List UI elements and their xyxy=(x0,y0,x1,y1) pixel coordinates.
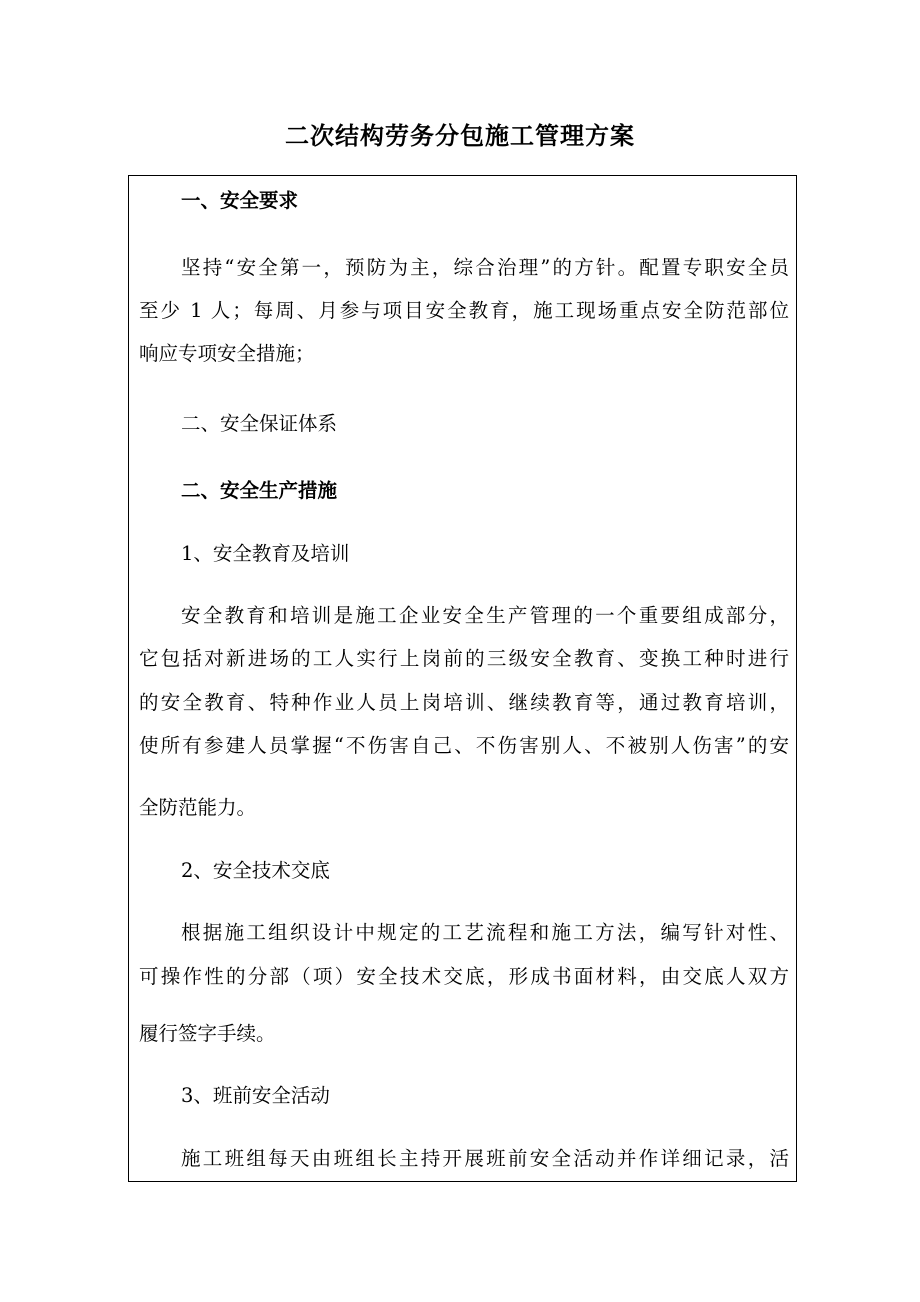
section-heading-safety-assurance-system: 二、安全保证体系 xyxy=(181,412,338,435)
paragraph-line: 根据施工组织设计中规定的工艺流程和施工方法，编写针对性、 xyxy=(181,921,789,944)
subsection-heading-education-training: 1、安全教育及培训 xyxy=(181,542,350,565)
paragraph-line: 至少 1 人；每周、月参与项目安全教育，施工现场重点安全防范部位 xyxy=(139,299,789,322)
paragraph-line: 坚持“安全第一，预防为主，综合治理”的方针。配置专职安全员 xyxy=(181,256,789,279)
paragraph-line: 可操作性的分部（项）安全技术交底，形成书面材料，由交底人双方 xyxy=(139,965,789,988)
section-heading-safety-requirements: 一、安全要求 xyxy=(181,189,299,212)
paragraph-line: 履行签字手续。 xyxy=(139,1022,276,1045)
document-title: 二次结构劳务分包施工管理方案 xyxy=(285,121,635,150)
section-heading-safety-production-measures: 二、安全生产措施 xyxy=(181,479,338,502)
paragraph-line: 响应专项安全措施； xyxy=(139,342,315,365)
paragraph-line: 使所有参建人员掌握“不伤害自己、不伤害别人、不被别人伤害”的安 xyxy=(139,734,789,757)
content-table-cell xyxy=(128,175,797,1182)
paragraph-line: 它包括对新进场的工人实行上岗前的三级安全教育、变换工种时进行 xyxy=(139,647,789,670)
paragraph-line: 全防范能力。 xyxy=(139,796,257,819)
paragraph-line: 的安全教育、特种作业人员上岗培训、继续教育等，通过教育培训， xyxy=(139,691,789,714)
paragraph-line: 安全教育和培训是施工企业安全生产管理的一个重要组成部分， xyxy=(181,604,789,627)
subsection-heading-pre-shift-activity: 3、班前安全活动 xyxy=(181,1084,330,1107)
paragraph-line: 施工班组每天由班组长主持开展班前安全活动并作详细记录，活 xyxy=(181,1147,789,1170)
subsection-heading-technical-briefing: 2、安全技术交底 xyxy=(181,859,330,882)
